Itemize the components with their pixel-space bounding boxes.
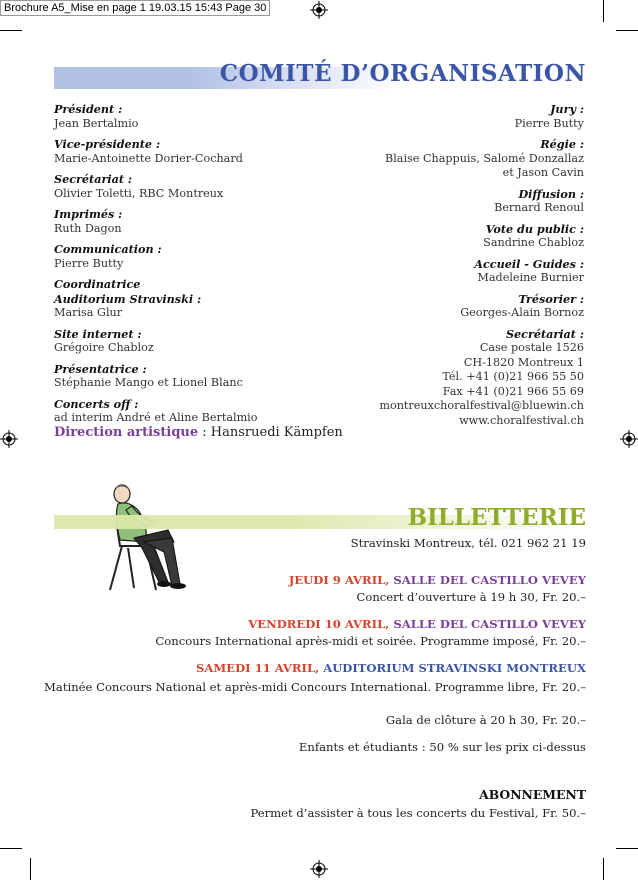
committee-entry [284, 222, 584, 251]
section-title-billetterie: BILLETTERIE [407, 504, 586, 531]
committee-entry [284, 102, 584, 131]
seated-man-illustration [98, 480, 198, 592]
committee-role: Accueil - Guides : [474, 256, 584, 271]
registration-mark-icon [310, 1, 328, 19]
subscription-desc: Permet d’assister à tous les concerts du Festival, Fr. 50.– [250, 806, 586, 820]
ticket-contact: Stravinski Montreux, tél. 021 962 21 19 [350, 536, 586, 550]
committee-role: Régie : [540, 137, 584, 151]
committee-role: Vice-présidente : [54, 137, 161, 151]
committee-role: Site internet : [54, 326, 142, 341]
committee-member: Pierre Butty [514, 116, 584, 130]
committee-entry [284, 187, 584, 216]
committee-member: Case postale 1526 [479, 341, 584, 354]
committee-role: Président : [54, 102, 123, 116]
committee-member: Tél. +41 (0)21 966 55 50 [442, 370, 584, 383]
committee-role: Trésorier : [518, 291, 584, 306]
subscription-title: ABONNEMENT [479, 787, 586, 802]
committee-member: Marie-Antoinette Dorier-Cochard [54, 151, 243, 165]
registration-mark-icon [0, 430, 18, 448]
committee-member: Jean Bertalmio [54, 116, 139, 130]
committee-member: montreuxchoralfestival@bluewin.ch [379, 399, 584, 412]
committee-member: Pierre Butty [54, 256, 124, 270]
discount-info: Enfants et étudiants : 50 % sur les prix ci-dessus [298, 740, 586, 754]
event-samedi-heading [196, 661, 586, 675]
artistic-direction-value: : Hansruedi Kämpfen [198, 425, 343, 440]
event-day: VENDREDI 10 AVRIL, [248, 617, 390, 631]
committee-role: Coordinatrice Auditorium Stravinski : [54, 277, 202, 306]
committee-member: Grégoire Chabloz [54, 341, 154, 354]
section-title-comite: COMITÉ D’ORGANISATION [219, 60, 586, 87]
crop-mark [603, 0, 604, 22]
committee-role: Concerts off : [54, 396, 139, 411]
event-vendredi-heading [248, 617, 586, 631]
event-day: SAMEDI 11 AVRIL, [196, 661, 320, 675]
crop-mark [616, 30, 638, 31]
committee-member: Marisa Glur [54, 306, 123, 319]
committee-member: Ruth Dagon [54, 221, 122, 235]
event-samedi-desc: Matinée Concours National et après-midi Concours International. Programme libre, Fr. 20.– [44, 680, 586, 694]
committee-role: Imprimés : [54, 207, 123, 221]
crop-mark [30, 858, 31, 880]
artistic-direction [54, 425, 343, 440]
event-jeudi-desc: Concert d’ouverture à 19 h 30, Fr. 20.– [356, 590, 586, 604]
committee-member: Olivier Toletti, RBC Montreux [54, 186, 224, 200]
committee-role: Communication : [54, 242, 162, 256]
committee-member: ad interim André et Aline Bertalmio [54, 411, 258, 424]
event-vendredi-desc: Concours International après-midi et soirée. Programme imposé, Fr. 20.– [155, 634, 586, 648]
committee-member: Sandrine Chabloz [483, 236, 584, 249]
gala-info: Gala de clôture à 20 h 30, Fr. 20.– [385, 713, 586, 727]
crop-mark [603, 858, 604, 880]
committee-entry [284, 327, 584, 429]
crop-mark [0, 848, 22, 849]
committee-role: Diffusion : [518, 186, 584, 201]
printer-header: Brochure A5_Mise en page 1 19.03.15 15:43 Page 30 [0, 0, 270, 16]
committee-entry [284, 257, 584, 286]
committee-member: Fax +41 (0)21 966 55 69 [442, 384, 584, 398]
committee-role: Jury : [550, 102, 584, 116]
committee-member: Blaise Chappuis, Salomé Donzallaz [385, 151, 584, 165]
crop-mark [616, 848, 638, 849]
committee-member: Georges-Alain Bornoz [460, 306, 584, 319]
event-jeudi-heading [289, 573, 586, 587]
committee-member: et Jason Cavin [502, 166, 584, 179]
committee-role: Secrétariat : [54, 172, 133, 186]
committee-role: Vote du public : [485, 221, 584, 236]
committee-member: Madeleine Burnier [477, 271, 584, 284]
event-venue: SALLE DEL CASTILLO VEVEY [389, 573, 586, 587]
committee-member: Bernard Renoul [494, 201, 584, 214]
committee-role: Présentatrice : [54, 361, 147, 376]
committee-member: CH-1820 Montreux 1 [463, 355, 584, 369]
event-venue: AUDITORIUM STRAVINSKI MONTREUX [319, 661, 586, 675]
committee-entry [284, 292, 584, 321]
event-venue: SALLE DEL CASTILLO VEVEY [389, 617, 586, 631]
committee-entry [284, 137, 584, 181]
event-day: JEUDI 9 AVRIL, [288, 573, 390, 587]
registration-mark-icon [310, 860, 328, 878]
committee-role: Secrétariat : [505, 326, 584, 341]
artistic-direction-label: Direction artistique [54, 425, 199, 440]
registration-mark-icon [620, 430, 638, 448]
committee-member: Stéphanie Mango et Lionel Blanc [54, 376, 243, 389]
committee-member: www.choralfestival.ch [459, 413, 584, 427]
committee-right-column [284, 102, 584, 434]
crop-mark [0, 30, 22, 31]
